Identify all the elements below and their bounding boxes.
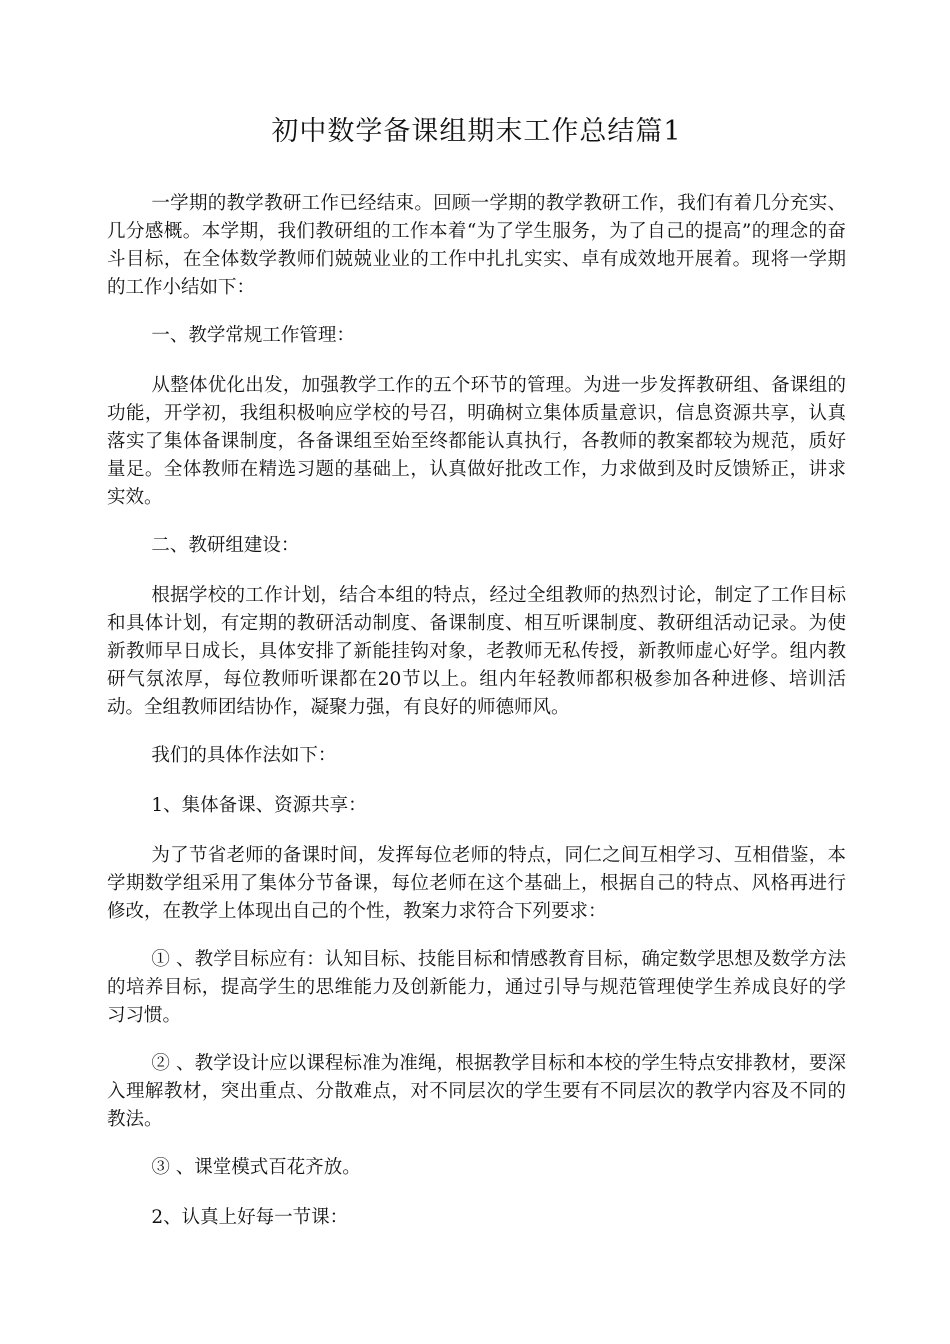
paragraph-research-group: 根据学校的工作计划，结合本组的特点，经过全组教师的热烈讨论，制定了工作目标和具体计划，有定期的教研活动制度、备课制度、相互听课制度、教研组活动记录。为使新教师早日成长，具体安排了新能挂钩对象，老教师无私传授，新教师虚心好学。组内教研气氛浓厚，每位教师听课都在20节以上。组内年轻教师都积极参加各种进修、培训活动。全组教师团结协作，凝聚力强，有良好的师德师风。 bbox=[107, 585, 846, 718]
paragraph-intro: 一学期的教学教研工作已经结束。回顾一学期的教学教研工作，我们有着几分充实、几分感概。本学期，我们教研组的工作本着“为了学生服务，为了自己的提高”的理念的奋斗目标，在全体数学教师们兢兢业业的工作中扎扎实实、卓有成效地开展着。现将一学期的工作小结如下： bbox=[107, 193, 846, 298]
paragraph-methods-intro: 我们的具体作法如下： bbox=[151, 745, 337, 766]
subheading-every-lesson: 2、认真上好每一节课： bbox=[151, 1207, 349, 1228]
section-heading-research-group: 二、教研组建设： bbox=[151, 535, 300, 556]
list-item-teaching-goals: ① 、教学目标应有：认知目标、技能目标和情感教育目标，确定数学思想及数学方法的培养目标，提高学生的思维能力及创新能力，通过引导与规范管理使学生养成良好的学习习惯。 bbox=[107, 949, 846, 1026]
paragraph-collective-prep: 为了节省老师的备课时间，发挥每位老师的特点，同仁之间互相学习、互相借鉴，本学期数学组采用了集体分节备课，每位老师在这个基础上，根据自己的特点、风格再进行修改，在教学上体现出自己的个性，教案力求符合下列要求： bbox=[107, 845, 846, 922]
subheading-collective-prep: 1、集体备课、资源共享： bbox=[151, 795, 367, 816]
document-title: 初中数学备课组期末工作总结篇1 bbox=[271, 116, 682, 147]
paragraph-teaching-routine: 从整体优化出发，加强教学工作的五个环节的管理。为进一步发挥教研组、备课组的功能，开学初，我组积极响应学校的号召，明确树立集体质量意识，信息资源共享，认真落实了集体备课制度，各备课组至始至终都能认真执行，各教师的教案都较为规范，质好量足。全体教师在精选习题的基础上，认真做好批改工作，力求做到及时反馈矫正，讲求实效。 bbox=[107, 375, 846, 508]
document-page bbox=[107, 112, 846, 1254]
document-body bbox=[107, 190, 846, 1232]
section-heading-teaching-routine: 一、教学常规工作管理： bbox=[151, 325, 355, 346]
list-item-classroom-mode: ③ 、课堂模式百花齐放。 bbox=[151, 1157, 361, 1178]
list-item-teaching-design: ② 、教学设计应以课程标准为准绳，根据教学目标和本校的学生特点安排教材，要深入理解教材，突出重点、分散难点，对不同层次的学生要有不同层次的教学内容及不同的教法。 bbox=[107, 1053, 846, 1130]
